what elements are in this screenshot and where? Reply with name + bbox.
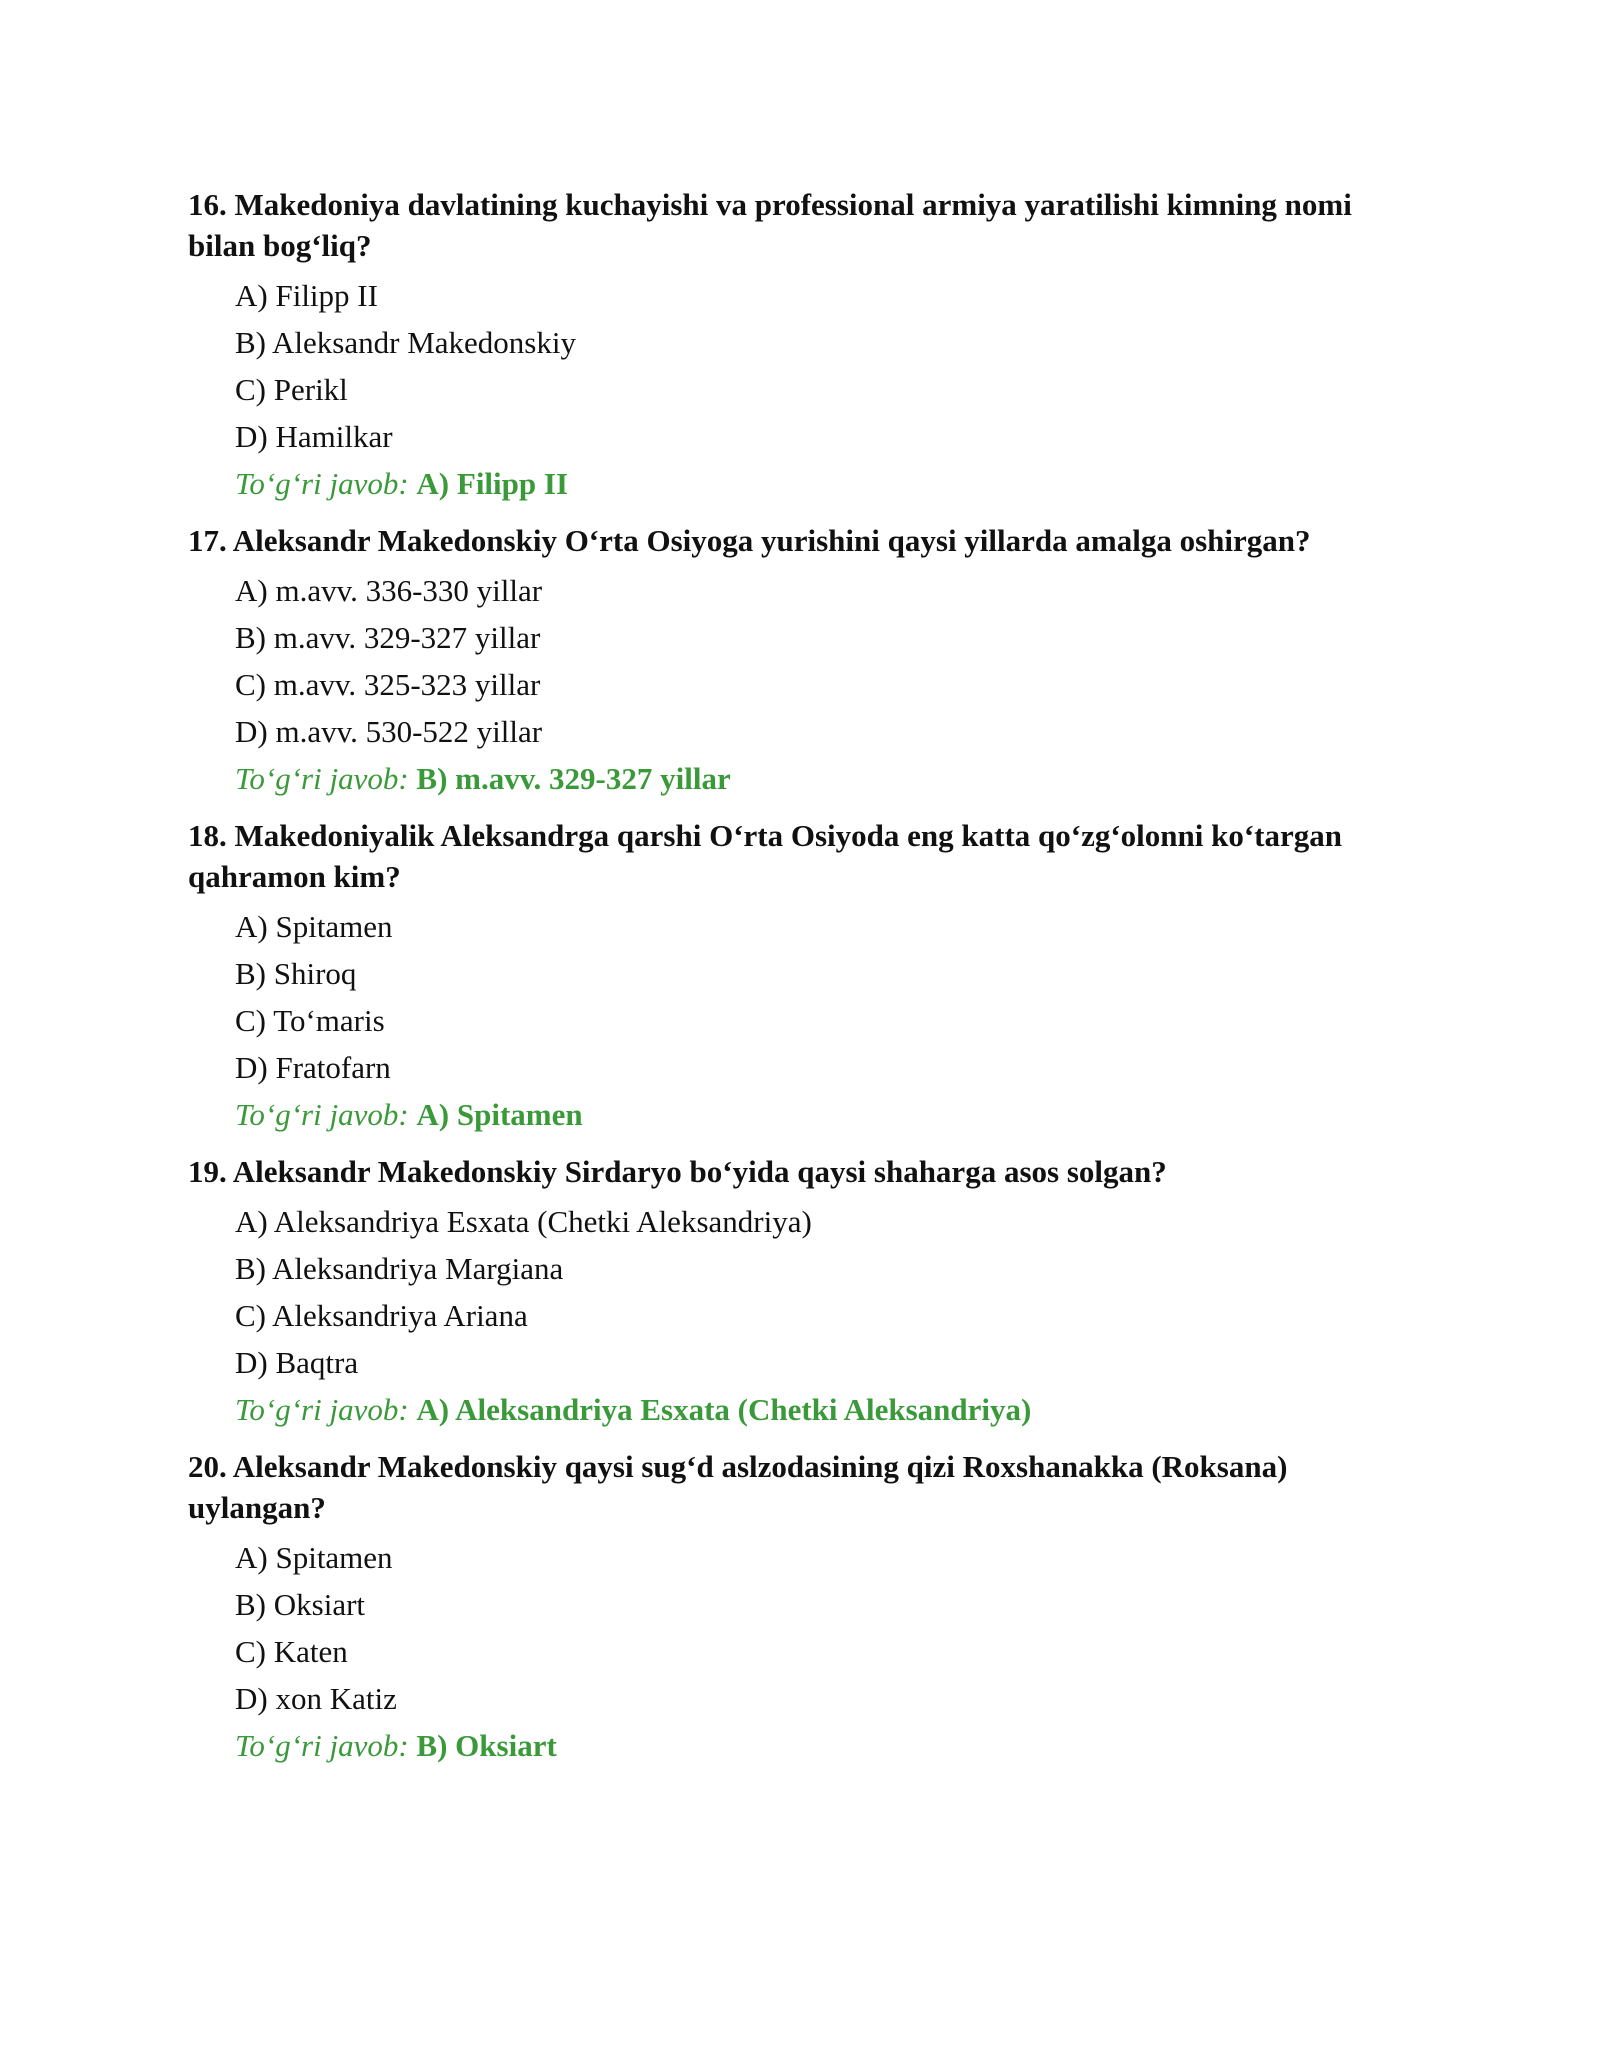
question-19 xyxy=(188,1151,1408,1433)
question-18 xyxy=(188,815,1408,1138)
answer-value: B) Oksiart xyxy=(416,1728,557,1763)
option-list xyxy=(235,567,1408,755)
option-b: B) Oksiart xyxy=(235,1587,366,1622)
question-16 xyxy=(188,184,1408,507)
option-a: A) Aleksandriya Esxata (Chetki Aleksandriya) xyxy=(235,1204,812,1239)
option-a: A) m.avv. 336-330 yillar xyxy=(235,573,543,608)
option-c: C) Katen xyxy=(235,1634,348,1669)
answer-label: To‘g‘ri javob: xyxy=(235,1728,409,1763)
option-list xyxy=(235,1534,1408,1722)
correct-answer xyxy=(235,1722,1408,1769)
correct-answer xyxy=(235,755,1408,802)
correct-answer xyxy=(235,1091,1408,1138)
option-d: D) m.avv. 530-522 yillar xyxy=(235,714,543,749)
correct-answer xyxy=(235,1386,1408,1433)
option-d: D) Hamilkar xyxy=(235,419,393,454)
answer-label: To‘g‘ri javob: xyxy=(235,1097,409,1132)
question-17 xyxy=(188,520,1408,802)
option-b: B) m.avv. 329-327 yillar xyxy=(235,620,541,655)
option-a: A) Spitamen xyxy=(235,909,393,944)
quiz-page xyxy=(188,184,1408,1769)
question-title: 20. Aleksandr Makedonskiy qaysi sug‘d aslzodasining qizi Roxshanakka (Roksana) uylangan? xyxy=(188,1449,1288,1525)
question-20 xyxy=(188,1446,1408,1769)
option-b: B) Aleksandr Makedonskiy xyxy=(235,325,576,360)
answer-value: A) Aleksandriya Esxata (Chetki Aleksandriya) xyxy=(416,1392,1032,1427)
answer-label: To‘g‘ri javob: xyxy=(235,466,409,501)
option-c: C) To‘maris xyxy=(235,1003,385,1038)
option-c: C) Perikl xyxy=(235,372,348,407)
option-a: A) Filipp II xyxy=(235,278,378,313)
option-c: C) Aleksandriya Ariana xyxy=(235,1298,528,1333)
answer-label: To‘g‘ri javob: xyxy=(235,1392,409,1427)
question-title: 18. Makedoniyalik Aleksandrga qarshi O‘rta Osiyoda eng katta qo‘zg‘olonni ko‘targan qahramon kim? xyxy=(188,818,1343,894)
option-list xyxy=(235,272,1408,460)
option-list xyxy=(235,903,1408,1091)
option-d: D) xon Katiz xyxy=(235,1681,397,1716)
answer-label: To‘g‘ri javob: xyxy=(235,761,409,796)
option-list xyxy=(235,1198,1408,1386)
answer-value: A) Filipp II xyxy=(416,466,569,501)
answer-value: B) m.avv. 329-327 yillar xyxy=(416,761,731,796)
option-b: B) Shiroq xyxy=(235,956,357,991)
option-d: D) Fratofarn xyxy=(235,1050,391,1085)
question-title: 16. Makedoniya davlatining kuchayishi va professional armiya yaratilishi kimning nomi bilan bog‘liq? xyxy=(188,187,1352,263)
option-d: D) Baqtra xyxy=(235,1345,359,1380)
correct-answer xyxy=(235,460,1408,507)
question-title: 17. Aleksandr Makedonskiy O‘rta Osiyoga yurishini qaysi yillarda amalga oshirgan? xyxy=(188,523,1311,558)
option-c: C) m.avv. 325-323 yillar xyxy=(235,667,541,702)
option-b: B) Aleksandriya Margiana xyxy=(235,1251,564,1286)
option-a: A) Spitamen xyxy=(235,1540,393,1575)
question-title: 19. Aleksandr Makedonskiy Sirdaryo bo‘yida qaysi shaharga asos solgan? xyxy=(188,1154,1167,1189)
answer-value: A) Spitamen xyxy=(416,1097,583,1132)
